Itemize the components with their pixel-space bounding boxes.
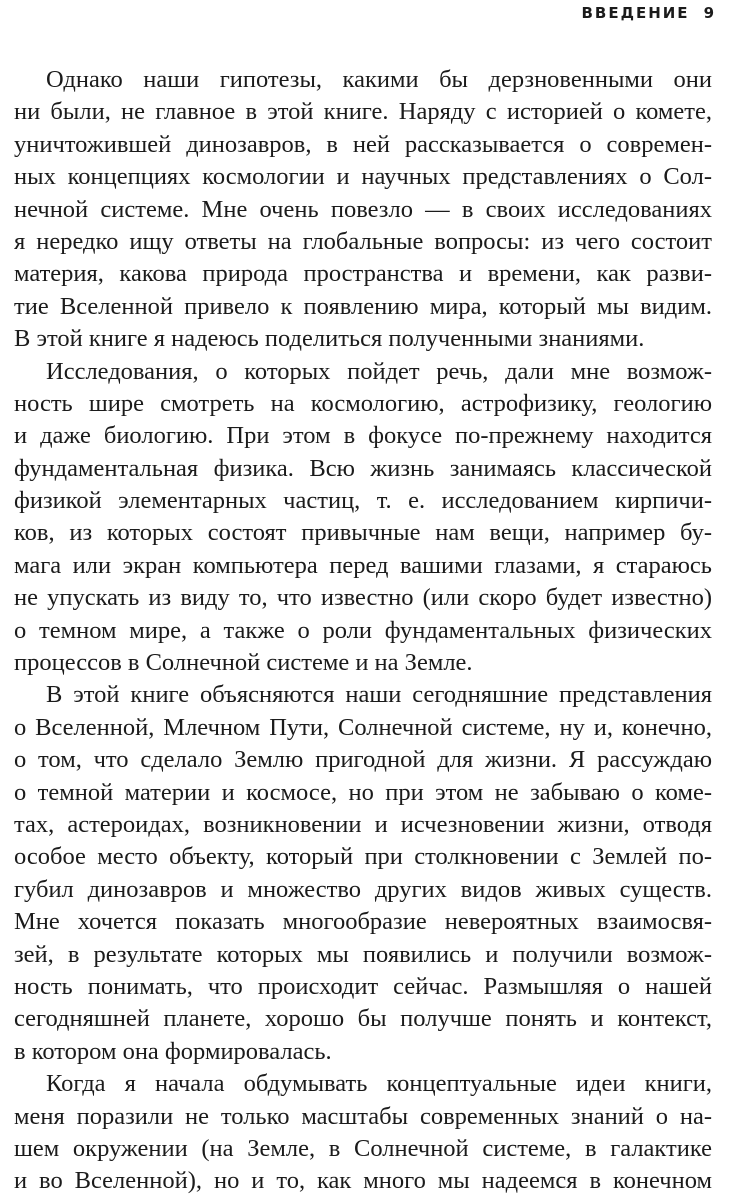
text-line: материя, какова природа пространства и времени, как разви- [14, 260, 712, 288]
text-line: ность понимать, что происходит сейчас. Размышляя о нашей [14, 972, 712, 1000]
text-line: процессов в Солнечной системе и на Земле. [14, 649, 473, 677]
text-line: ность шире смотреть на космологию, астрофизику, геологию [14, 389, 712, 417]
text-line: о том, что сделало Землю пригодной для жизни. Я рассуждаю [14, 746, 712, 774]
text-line: не упускать из виду то, что известно (или скоро будет известно) [14, 584, 712, 612]
text-line: нечной системе. Мне очень повезло — в своих исследованиях [14, 195, 712, 223]
section-title: ВВЕДЕНИЕ [581, 4, 690, 22]
text-line: о Вселенной, Млечном Пути, Солнечной системе, ну и, конечно, [14, 713, 712, 741]
text-line: в котором она формировалась. [14, 1037, 332, 1065]
text-line: Однако наши гипотезы, какими бы дерзновенными они [46, 66, 712, 93]
text-line: ных концепциях космологии и научных представлениях о Сол- [14, 163, 712, 191]
running-head [581, 4, 714, 22]
text-line: я нередко ищу ответы на глобальные вопросы: из чего состоит [14, 227, 712, 255]
text-line: и во Вселенной), но и то, как много мы надеемся в конечном [14, 1167, 712, 1195]
text-line: фундаментальная физика. Всю жизнь занимаясь классической [14, 454, 712, 482]
body-text [14, 64, 712, 1198]
text-line: Мне хочется показать многообразие невероятных взаимосвя- [14, 908, 712, 936]
text-line: шем окружении (на Земле, в Солнечной системе, в галактике [14, 1134, 712, 1162]
text-line: Когда я начала обдумывать концептуальные идеи книги, [46, 1070, 712, 1098]
text-line: Исследования, о которых пойдет речь, дали мне возмож- [46, 357, 712, 385]
text-line: меня поразили не только масштабы современных знаний о на- [14, 1102, 712, 1130]
text-line: зей, в результате которых мы появились и получили возмож- [14, 940, 712, 968]
text-line: сегодняшней планете, хорошо бы получше понять и контекст, [14, 1005, 712, 1033]
text-line: В этой книге я надеюсь поделиться полученными знаниями. [14, 325, 645, 353]
paragraph [14, 356, 712, 680]
text-line: тах, астероидах, возникновении и исчезновении жизни, отводя [14, 810, 712, 838]
text-line: о темной материи и космосе, но при этом не забываю о коме- [14, 778, 712, 806]
text-line: тие Вселенной привело к появлению мира, который мы видим. [14, 292, 712, 320]
text-line: ни были, не главное в этой книге. Наряду с историей о комете, [14, 98, 712, 126]
text-line: уничтожившей динозавров, в ней рассказывается о современ- [14, 130, 712, 158]
text-line: физикой элементарных частиц, т. е. исследованием кирпичи- [14, 487, 712, 515]
text-line: мага или экран компьютера перед вашими глазами, я стараюсь [14, 551, 712, 579]
text-line: губил динозавров и множество других видов живых существ. [14, 875, 712, 903]
text-line: особое место объекту, который при столкновении с Землей по- [14, 843, 712, 871]
paragraph [14, 1068, 712, 1198]
text-line: о темном мире, а также о роли фундаментальных физических [14, 616, 712, 644]
paragraph [14, 64, 712, 356]
paragraph [14, 679, 712, 1068]
text-line: и даже биологию. При этом в фокусе по-прежнему находится [14, 422, 712, 450]
page-number: 9 [703, 4, 714, 22]
text-line: ков, из которых состоят привычные нам вещи, например бу- [14, 519, 712, 547]
text-line: В этой книге объясняются наши сегодняшние представления [46, 681, 712, 709]
